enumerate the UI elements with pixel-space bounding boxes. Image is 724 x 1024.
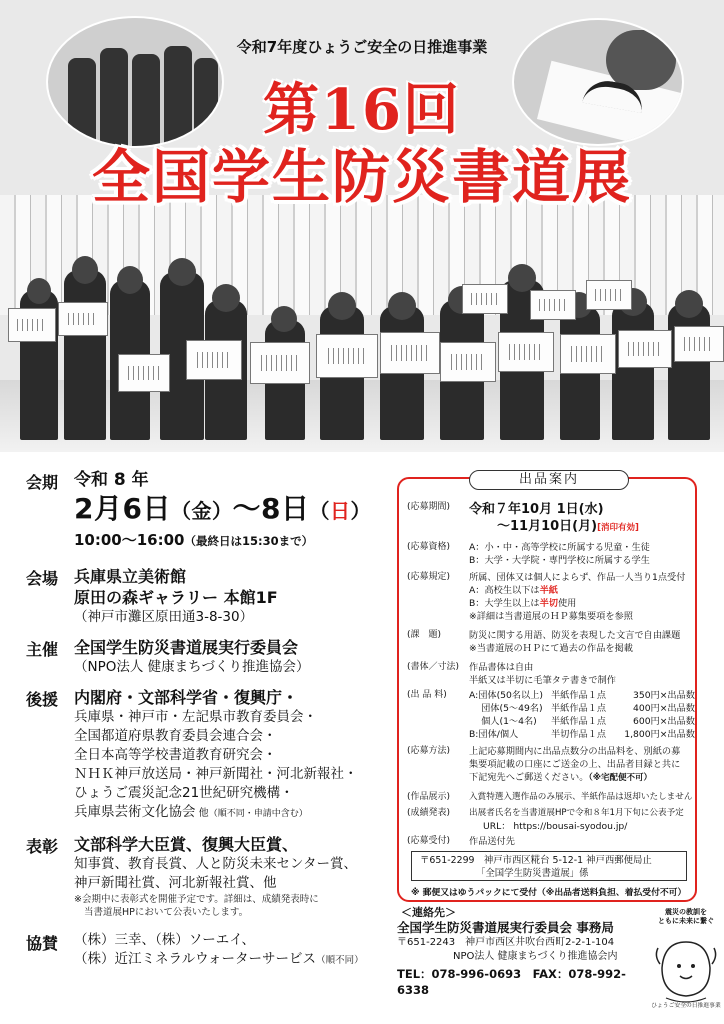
support-section: 後援 内閣府・文部科学省・復興庁・ 兵庫県・神戸市・左記県市教育委員会・ 全国都道府県教育委員会連合会・ 全日本高等学校書道教育研究会・ ＮＨＫ神戸放送局・神戸新聞社・河北新報社・ ひょうご震災記念21世紀研究機構・ 兵庫県芸術文化協会 他（順不同・申請中含む） xyxy=(26,688,358,820)
entry-results: (成績発表) 出展者氏名を当書道展HPで令和８年1月下旬に公表予定 URL： https://bousai-syodou.jp/ xyxy=(407,807,695,833)
event-details xyxy=(26,470,396,969)
entry-theme: (課 題) 防災に関する用語、防災を表現した文言で自由課題 ※当書道展のＨＰにて過去の作品を掲載 xyxy=(407,630,681,654)
contact-phone: TEL：078-996-0693 FAX：078-992-6338 xyxy=(397,967,626,997)
period-label: 会期 xyxy=(26,473,59,492)
period-dates: 2月6日（金）〜8日（日） xyxy=(74,492,371,525)
contact-org: NPO法人 健康まちづくり推進協会内 xyxy=(453,951,618,962)
organizer-label: 主催 xyxy=(26,640,59,659)
hero-photo xyxy=(0,0,724,452)
event-subtitle: 令和7年度ひょうご安全の日推進事業 xyxy=(236,38,488,56)
entry-footer-note: ※ 郵便又はゆうパックにて受付（※出品者送料負担、着払受付不可） xyxy=(411,888,687,898)
entry-fees: (出 品 料) A:団体(50名以上) 半紙作品１点 350円×出品数 団体(5〜49名) 半紙作品１点 400円×出品数 個人(1〜4名) 半紙作品１点 600円×出品数 B:団体/個人 半切作品１点 1,800円×出品数 xyxy=(407,690,695,740)
sponsors-section: 協賛 （株）三幸、（株）ソーエイ、 （株）近江ミネラルウォーターサービス（順不同） xyxy=(26,932,364,967)
entry-period: (応募期間) 令和７年10月 1日(水) 〜11月10日(月)[消印有効] xyxy=(407,502,639,534)
entry-display: (作品展示) 入賞特選入選作品のみ展示、半紙作品は返却いたしません xyxy=(407,792,693,802)
entry-method: (応募方法) 上記応募期間内に出品点数分の出品料を、別紙の募 集要項記載の口座にご送金の上、出品者目録と共に 下記宛先へご郵送ください。（※宅配便不可） xyxy=(407,746,681,783)
venue-section: 会場 兵庫県立美術館 原田の森ギャラリー 本館1F （神戸市灘区原田通3-8-30） xyxy=(26,567,278,625)
fee-row: B:団体/個人 半切作品１点 1,800円×出品数 xyxy=(469,729,695,740)
awards-section: 表彰 文部科学大臣賞、復興大臣賞、 知事賞、教育長賞、人と防災未来センター賞、 神戸新聞社賞、河北新報社賞、他 ※会期中に表彰式を開催予定です。詳細は、成績発表時に 当書道展HPにおいて公表いたします。 xyxy=(26,835,357,918)
edition-number: 第16回 xyxy=(263,77,461,143)
group-photo xyxy=(0,250,724,450)
awards-label: 表彰 xyxy=(26,837,59,856)
support-label: 後援 xyxy=(26,690,59,709)
contact-title: ＜連絡先＞ xyxy=(401,906,456,919)
venue-label: 会場 xyxy=(26,569,59,588)
entry-format: (書体／寸法) 作品書体は自由 半紙又は半切に毛筆タテ書きで制作 xyxy=(407,662,616,686)
mascot-slogan: 震災の教訓を ともに未来に繋ぐ xyxy=(658,908,714,925)
organizer-section: 主催 全国学生防災書道展実行委員会 （NPO法人 健康まちづくり推進協会） xyxy=(26,638,310,675)
results-url[interactable]: URL： https://bousai-syodou.jp/ xyxy=(483,821,628,832)
fee-row: 団体(5〜49名) 半紙作品１点 400円×出品数 xyxy=(469,703,695,714)
mascot-footer: ひょうご安全の日推進事業 xyxy=(651,1003,721,1009)
entry-guide-heading: 出品案内 xyxy=(469,470,629,490)
sponsors-label: 協賛 xyxy=(26,934,59,953)
entry-eligibility: (応募資格) A：小・中・高等学校に所属する児童・生徒 B：大学・大学院・専門学校に所属する学生 xyxy=(407,542,650,566)
entry-rules: (応募規定) 所属、団体又は個人によらず、作品一人当り1点受付 A：高校生以下は半紙 B：大学生以上は半切使用 ※詳細は当書道展のＨＰ募集要項を参照 xyxy=(407,572,686,622)
mascot-logo-icon xyxy=(652,908,720,1012)
period-year: 令和 8 年 xyxy=(74,470,149,490)
entry-address: (応募受付) 作品送付先 xyxy=(407,836,515,847)
mailing-address-box: 〒651-2299 神戸市西区糀台 5-12-1 神戸西郵便局止 「全国学生防災書道展」係 xyxy=(411,851,687,881)
fee-row: 個人(1〜4名) 半紙作品１点 600円×出品数 xyxy=(469,716,695,727)
event-title: 全国学生防災書道展 xyxy=(91,143,632,211)
period-time: 10:00〜16:00（最終日は15:30まで） xyxy=(74,531,314,549)
entry-guide-box xyxy=(397,472,697,902)
fee-row: A:団体(50名以上) 半紙作品１点 350円×出品数 xyxy=(469,690,695,701)
contact-address: 〒651-2243 神戸市西区井吹台西町2-2-1-104 xyxy=(397,937,615,948)
contact-info xyxy=(397,906,647,998)
period-section xyxy=(26,470,396,552)
contact-name: 全国学生防災書道展実行委員会 事務局 xyxy=(397,920,614,935)
